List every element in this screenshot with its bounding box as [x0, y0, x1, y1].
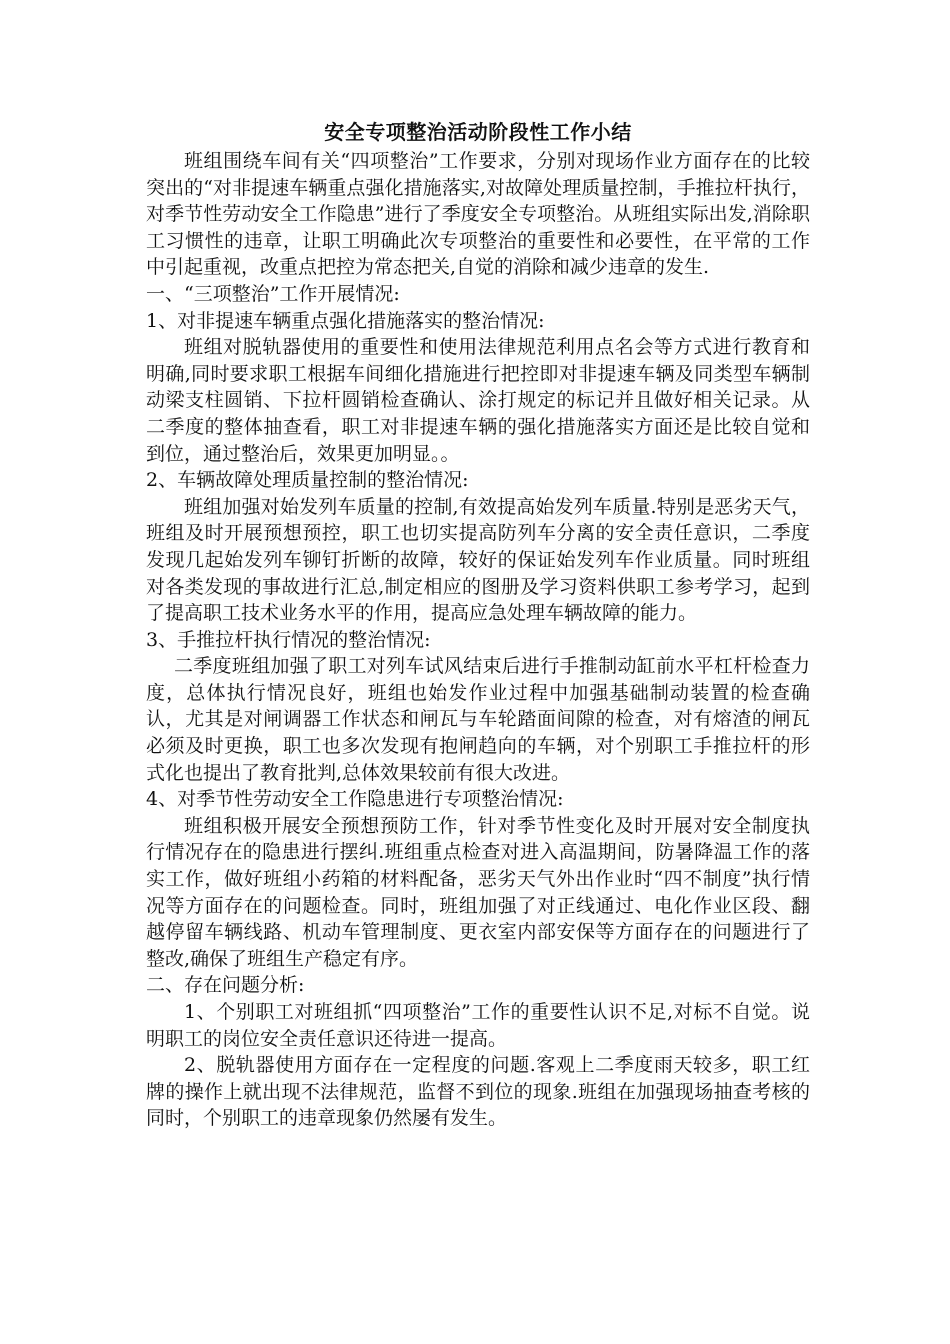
problem2-paragraph: 2、脱轨器使用方面存在一定程度的问题.客观上二季度雨天较多，职工红牌的操作上就出现不法律规范，监督不到位的现象.班组在加强现场抽查考核的同时，个别职工的违章现象仍然屡有发生。	[146, 1054, 810, 1130]
item4-heading: 4、对季节性劳动安全工作隐患进行专项整治情况:	[146, 788, 564, 811]
item4-body: 班组积极开展安全预想预防工作，针对季节性变化及时开展对安全制度执行情况存在的隐患进行摆纠.班组重点检查对进入高温期间，防暑降温工作的落实工作，做好班组小药箱的材料配备，恶劣天气外出作业时“四不制度”执行情况等方面存在的问题检查。同时，班组加强了对正线通过、电化作业区段、翻越停留车辆线路、机动车管理制度、更衣室内部安保等方面存在的问题进行了整改,确保了班组生产稳定有序。	[146, 814, 810, 970]
problem1-paragraph: 1、个别职工对班组抓“四项整治”工作的重要性认识不足,对标不自觉。说明职工的岗位安全责任意识还待进一提高。	[146, 1001, 810, 1050]
document-title: 安全专项整治活动阶段性工作小结	[324, 120, 632, 144]
item1-body: 班组对脱轨器使用的重要性和使用法律规范利用点名会等方式进行教育和明确,同时要求职工根据车间细化措施进行把控即对非提速车辆及同类型车辆制动梁支柱圆销、下拉杆圆销检查确认、涂打规定的标记并且做好相关记录。从二季度的整体抽查看，职工对非提速车辆的强化措施落实方面还是比较自觉和到位，通过整治后，效果更加明显。。	[146, 336, 810, 465]
item2-body: 班组加强对始发列车质量的控制,有效提高始发列车质量.特别是恶劣天气，班组及时开展预想预控，职工也切实提高防列车分离的安全责任意识，二季度发现几起始发列车铆钉折断的故障，较好的保证始发列车作业质量。同时班组对各类发现的事故进行汇总,制定相应的图册及学习资料供职工参考学习，起到了提高职工技术业务水平的作用，提高应急处理车辆故障的能力。	[146, 495, 810, 625]
section2-heading: 二、存在问题分析:	[146, 974, 305, 997]
item3-heading: 3、手推拉杆执行情况的整治情况:	[146, 628, 431, 651]
intro-paragraph: 班组围绕车间有关“四项整治”工作要求，分别对现场作业方面存在的比较突出的“对非提速车辆重点强化措施落实,对故障处理质量控制，手推拉杆执行，对季节性劳动安全工作隐患”进行了季度安全专项整治。从班组实际出发,消除职工习惯性的违章，让职工明确此次专项整治的重要性和必要性，在平常的工作中引起重视，改重点把控为常态把关,自觉的消除和减少违章的发生.	[146, 150, 810, 279]
item1-heading: 1、对非提速车辆重点强化措施落实的整治情况:	[146, 309, 545, 332]
document-page	[146, 118, 810, 1132]
section1-heading: 一、“三项整治”工作开展情况:	[146, 282, 400, 305]
item2-heading: 2、车辆故障处理质量控制的整治情况:	[146, 469, 469, 492]
item3-body: 二季度班组加强了职工对列车试风结束后进行手推制动缸前水平杠杆检查力度，总体执行情况良好，班组也始发作业过程中加强基础制动装置的检查确认，尤其是对闸调器工作状态和闸瓦与车轮踏面间隙的检查，对有熔渣的闸瓦必须及时更换，职工也多次发现有抱闸趋向的车辆，对个别职工手推拉杆的形式化也提出了教育批判,总体效果较前有很大改进。	[146, 655, 810, 784]
